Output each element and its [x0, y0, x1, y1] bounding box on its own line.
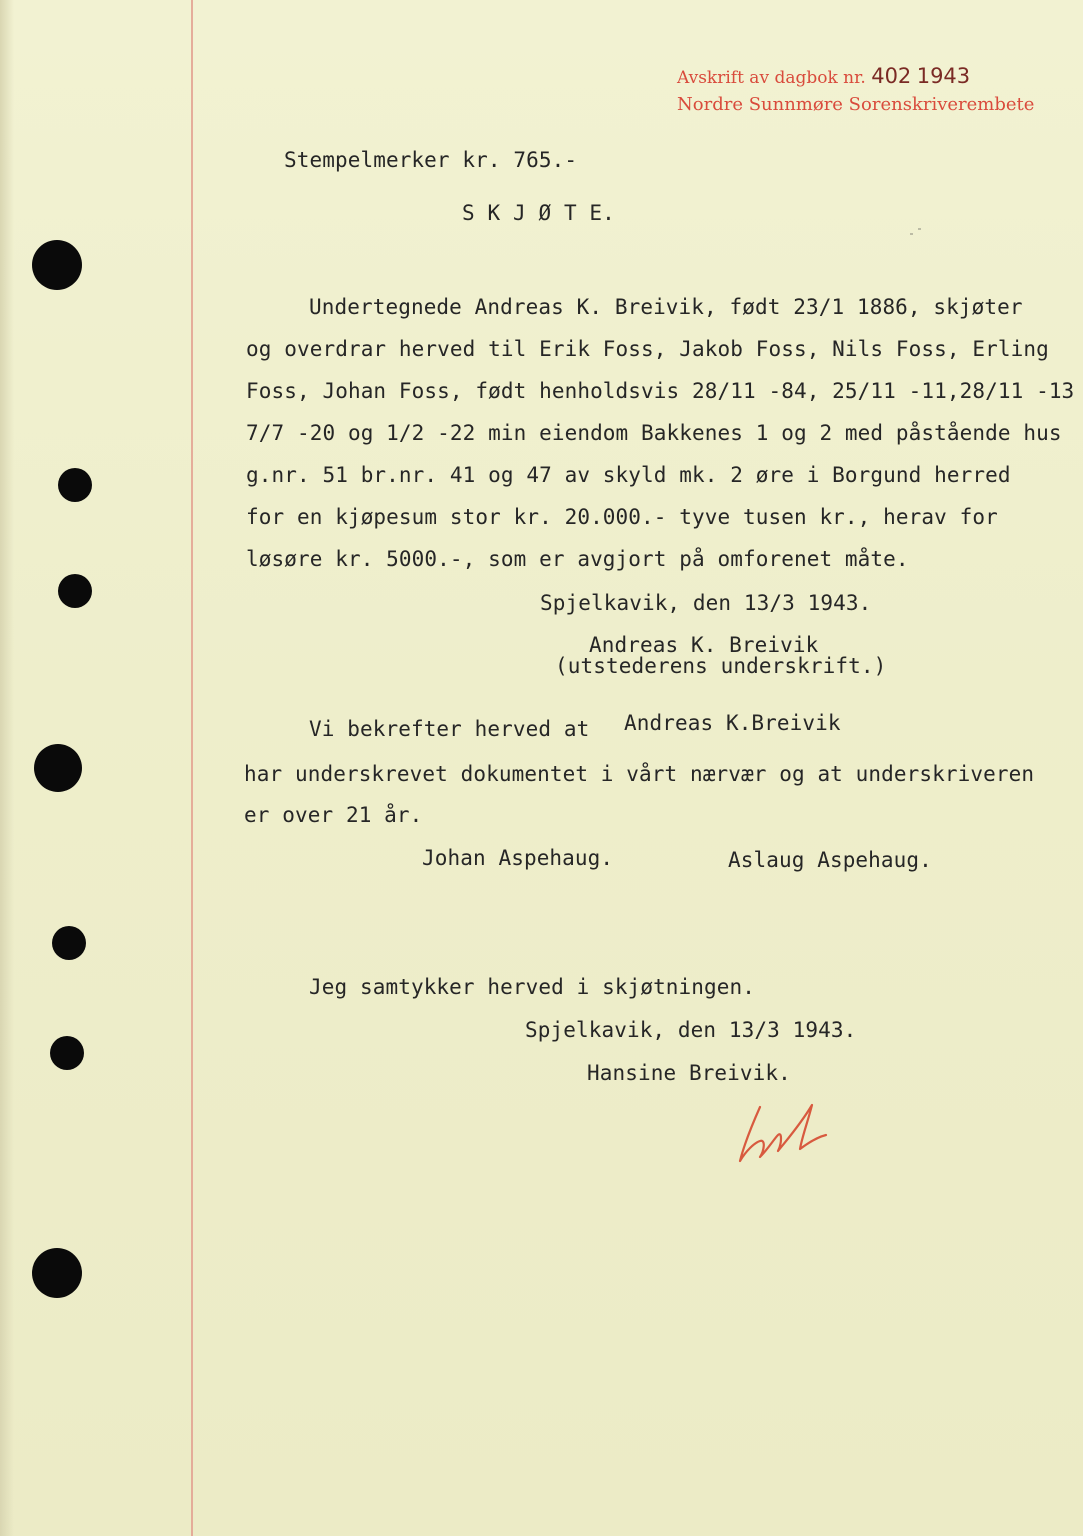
punch-hole	[32, 1248, 82, 1298]
body-line: Foss, Johan Foss, født henholdsvis 28/11 -84, 25/11 -11,28/11 -13	[246, 379, 1075, 403]
paper-speck	[918, 228, 921, 230]
page-edge-shadow	[0, 0, 14, 1536]
body-line: 7/7 -20 og 1/2 -22 min eiendom Bakkenes 1 og 2 med påstående hus	[246, 421, 1062, 445]
witness-line: har underskrevet dokumentet i vårt nærvær og at underskriveren	[244, 762, 1035, 786]
witness-line: er over 21 år.	[244, 803, 423, 827]
consent-place-date: Spjelkavik, den 13/3 1943.	[525, 1018, 857, 1042]
body-line: g.nr. 51 br.nr. 41 og 47 av skyld mk. 2 øre i Borgund herred	[246, 463, 1011, 487]
stamp-prefix: Avskrift av dagbok nr.	[677, 68, 866, 88]
consent-signer: Hansine Breivik.	[587, 1061, 791, 1085]
body-line: Undertegnede Andreas K. Breivik, født 23/1 1886, skjøter	[309, 295, 1023, 319]
punch-hole	[34, 744, 82, 792]
punch-hole	[32, 240, 82, 290]
witness-signature-1: Johan Aspehaug.	[422, 846, 614, 870]
place-date: Spjelkavik, den 13/3 1943.	[540, 591, 872, 615]
stamp-year: 1943	[916, 64, 971, 88]
body-line: for en kjøpesum stor kr. 20.000.- tyve tusen kr., herav for	[246, 505, 998, 529]
margin-line	[191, 0, 193, 1536]
issuer-caption: (utstederens underskrift.)	[555, 654, 887, 678]
punch-hole	[58, 468, 92, 502]
registry-stamp-line-2: Nordre Sunnmøre Sorenskriverembete	[677, 94, 1035, 115]
consent-statement: Jeg samtykker herved i skjøtningen.	[309, 975, 756, 999]
body-line: og overdrar herved til Erik Foss, Jakob Foss, Nils Foss, Erling	[246, 337, 1049, 361]
issuer-name: Andreas K. Breivik	[589, 633, 819, 657]
punch-hole	[50, 1036, 84, 1070]
dagbok-number: 402	[871, 64, 912, 88]
witness-intro: Vi bekrefter herved at	[309, 717, 590, 741]
paper-speck	[910, 233, 913, 235]
punch-hole	[58, 574, 92, 608]
stamp-duty-line: Stempelmerker kr. 765.-	[284, 148, 578, 172]
document-title: S K J Ø T E.	[462, 201, 615, 225]
body-line: løsøre kr. 5000.-, som er avgjort på omforenet måte.	[246, 547, 909, 571]
punch-hole	[52, 926, 86, 960]
handwritten-initials	[730, 1085, 850, 1170]
witness-signature-2: Aslaug Aspehaug.	[728, 848, 932, 872]
registry-stamp-line-1	[677, 64, 970, 88]
witness-subject: Andreas K.Breivik	[624, 711, 841, 735]
